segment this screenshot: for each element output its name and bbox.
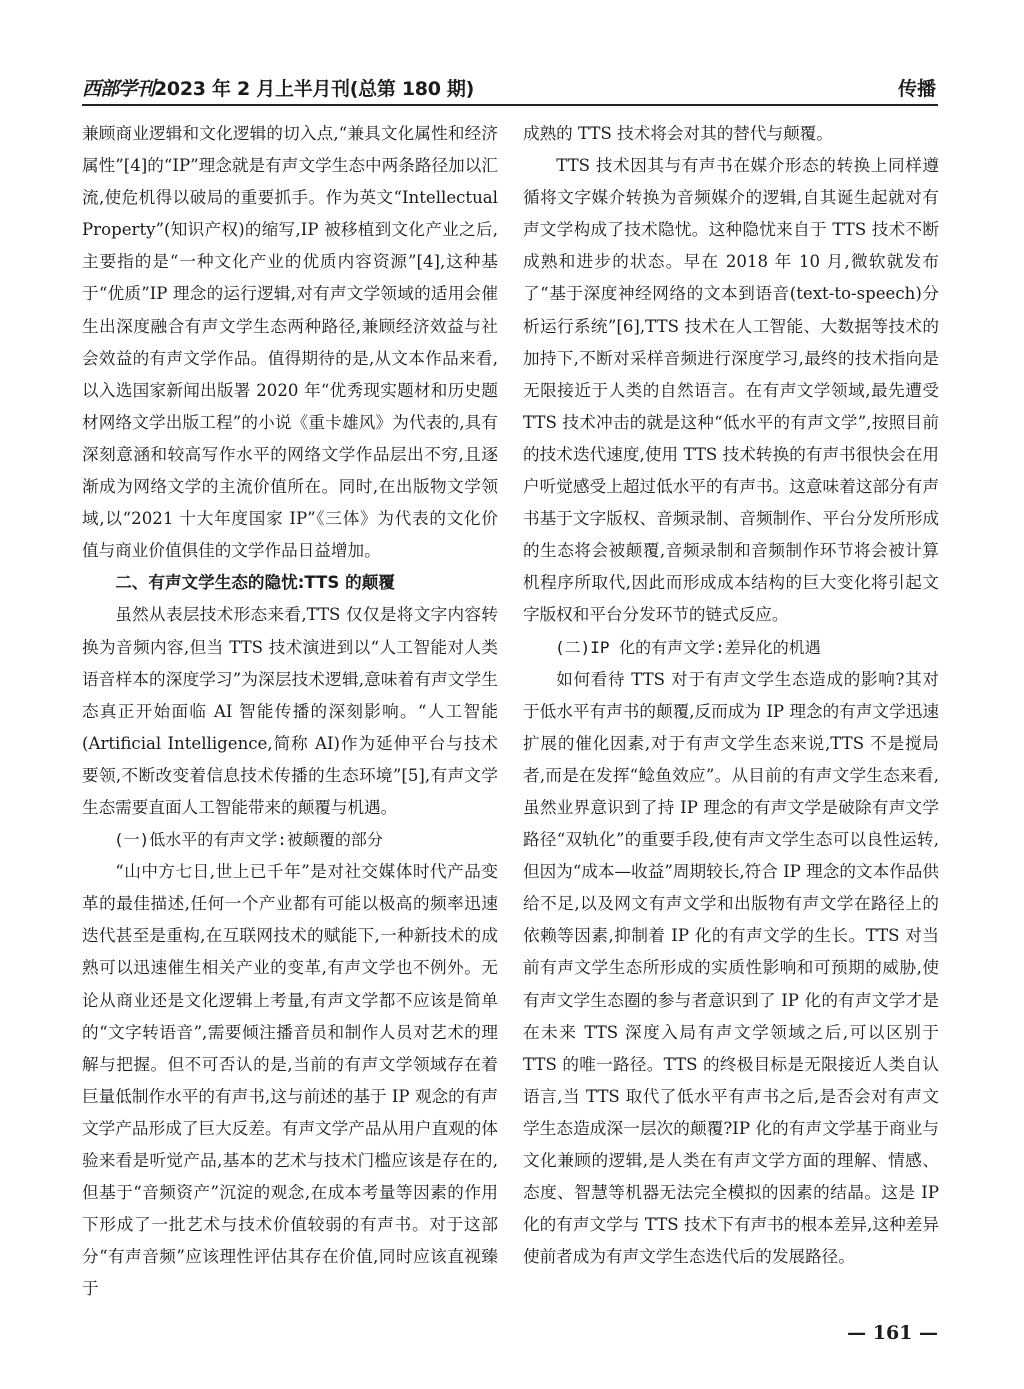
left-column xyxy=(82,118,498,1305)
paragraph: 成熟的 TTS 技术将会对其的替代与颠覆。 xyxy=(523,124,833,143)
section-heading: 二、有声文学生态的隐忧:TTS 的颠覆 xyxy=(115,573,395,593)
right-column xyxy=(523,118,939,1273)
running-header xyxy=(82,70,938,106)
paragraph: “山中方七日,世上已千年”是对社交媒体时代产品变革的最佳描述,任何一个产业都有可能以极高的频率迅速迭代甚至是重构,在互联网技术的赋能下,一种新技术的成熟可以迅速催生相关产业的变革,有声文学也不例外。无论从商业还是文化逻辑上考量,有声文学都不应该是简单的“文字转语音”,需要倾注播音员和制作人员对艺术的理解与把握。但不可否认的是,当前的有声文学领域存在着巨量低制作水平的有声书,这与前述的基于 IP 观念的有声文学产品形成了巨大反差。有声文学产品从用户直观的体验来看是听觉产品,基本的艺术与技术门槛应该是存在的,但基于“音频资产”沉淀的观念,在成本考量等因素的作用下形成了一批艺术与技术价值较弱的有声书。对于这部分“有声音频”应该理性评估其存在价值,同时应该直视臻于 xyxy=(82,862,498,1299)
paragraph: 如何看待 TTS 对于有声文学生态造成的影响?其对于低水平有声书的颠覆,反而成为 IP 理念的有声文学迅速扩展的催化因素,对于有声文学生态来说,TTS 不是搅局者,而是在发挥“鲶鱼效应”。从目前的有声文学生态来看,虽然业界意识到了持 IP 理念的有声文学是破除有声文学路径“双轨化”的重要手段,使有声文学生态可以良性运转,但因为“成本—收益”周期较长,符合 IP 理念的文本作品供给不足,以及网文有声文学和出版物有声文学在路径上的依赖等因素,抑制着 IP 化的有声文学的生长。TTS 对当前有声文学生态所形成的实质性影响和可预期的威胁,使有声文学生态圈的参与者意识到了 IP 化的有声文学才是在未来 TTS 深度入局有声文学领域之后,可以区别于 TTS 的唯一路径。TTS 的终极目标是无限接近人类自认语言,当 TTS 取代了低水平有声书之后,是否会对有声文学生态造成深一层次的颠覆?IP 化的有声文学基于商业与文化兼顾的逻辑,是人类在有声文学方面的理解、情感、态度、智慧等机器无法完全模拟的因素的结晶。这是 IP 化的有声文学与 TTS 技术下有声书的根本差异,这种差异使前者成为有声文学生态迭代后的发展路径。 xyxy=(523,669,939,1267)
paragraph: 兼顾商业逻辑和文化逻辑的切入点,“兼具文化属性和经济属性”[4]的“IP”理念就是有声文学生态中两条路径加以汇流,使危机得以破局的重要抓手。作为英文“Intellectual Property”(知识产权)的缩写,IP 被移植到文化产业之后,主要指的是“一种文化产业的优质内容资源”[4],这种基于“优质”IP 理念的运行逻辑,对有声文学领域的适用会催生出深度融合有声文学生态两种路径,兼顾经济效益与社会效益的有声文学作品。值得期待的是,从文本作品来看,以入选国家新闻出版署 2020 年“优秀现实题材和历史题材网络文学出版工程”的小说《重卡雄风》为代表的,具有深刻意涵和较高写作水平的网络文学作品层出不穷,且逐渐成为网络文学的主流价值所在。同时,在出版物文学领域,以“2021 十大年度国家 IP”《三体》为代表的文化价值与商业价值俱佳的文学作品日益增加。 xyxy=(82,124,498,561)
subsection-heading: (一)低水平的有声文学:被颠覆的部分 xyxy=(114,830,383,850)
paragraph: TTS 技术因其与有声书在媒介形态的转换上同样遵循将文字媒介转换为音频媒介的逻辑,自其诞生起就对有声文学构成了技术隐忧。这种隐忧来自于 TTS 技术不断成熟和进步的状态。早在 2018 年 10 月,微软就发布了“基于深度神经网络的文本到语音(text-to-speech)分析运行系统”[6],TTS 技术在人工智能、大数据等技术的加持下,不断对采样音频进行深度学习,最终的技术指向是无限接近于人类的自然语言。在有声文学领域,最先遭受 TTS 技术冲击的就是这种“低水平的有声文学”,按照目前的技术迭代速度,使用 TTS 技术转换的有声书很快会在用户听觉感受上超过低水平的有声书。这意味着这部分有声书基于文字版权、音频录制、音频制作、平台分发所形成的生态将会被颠覆,音频录制和音频制作环节将会被计算机程序所取代,因此而形成成本结构的巨大变化将引起文字版权和平台分发环节的链式反应。 xyxy=(523,156,939,625)
paragraph: 虽然从表层技术形态来看,TTS 仅仅是将文字内容转换为音频内容,但当 TTS 技术演进到以“人工智能对人类语音样本的深度学习”为深层技术逻辑,意味着有声文学生态真正开始面临 AI 智能传播的深刻影响。“人工智能(Artificial Intelligence,简称 AI)作为延伸平台与技术要领,不断改变着信息技术传播的生态环境”[5],有声文学生态需要直面人工智能带来的颠覆与机遇。 xyxy=(82,605,498,817)
section-label: 传播 xyxy=(897,78,936,100)
journal-title xyxy=(82,74,474,101)
journal-logo: 西部学刊 xyxy=(82,78,155,100)
subsection-heading: (二)IP 化的有声文学:差异化的机遇 xyxy=(555,637,821,657)
issue-info: 2023 年 2 月上半月刊(总第 180 期) xyxy=(154,78,475,100)
page-number: — 161 — xyxy=(847,1322,938,1344)
